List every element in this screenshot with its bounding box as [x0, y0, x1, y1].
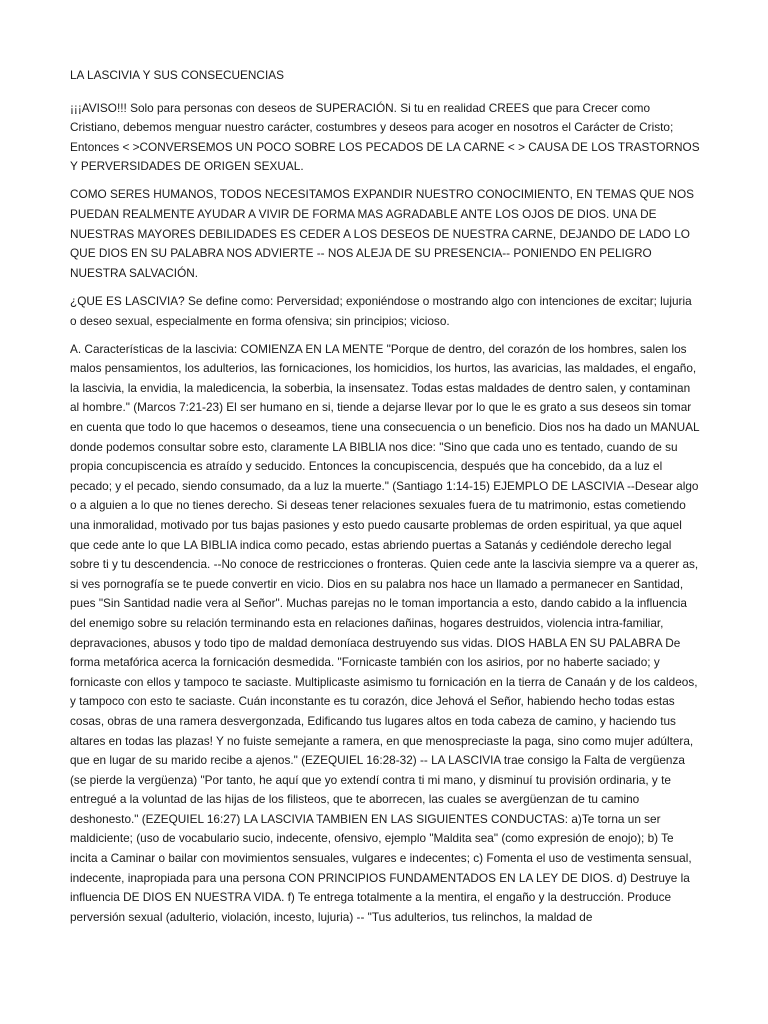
- warning-paragraph: ¡¡¡AVISO!!! Solo para personas con deseos de SUPERACIÓN. Si tu en realidad CREES que para Crecer como Cristiano, debemos menguar nuestro carácter, costumbres y deseos para acoger en nosotros el Carácter de Cristo; Entonces < >CONVERSEMOS UN POCO SOBRE LOS PECADOS DE LA CARNE < > CAUSA DE LOS TRASTORNOS Y PERVERSIDADES DE ORIGEN SEXUAL.: [70, 100, 700, 174]
- characteristics-paragraph: A. Características de la lascivia: COMIENZA EN LA MENTE "Porque de dentro, del corazón de los hombres, salen los malos pensamientos, los adulterios, las fornicaciones, los homicidios, los hurtos, las avaricias, las maldades, el engaño, la lascivia, la envidia, la maledicencia, la soberbia, la insensatez. Todas estas maldades de dentro salen, y contaminan al hombre." (Marcos 7:21-23) El ser humano en si, tiende a dejarse llevar por lo que le es grato a sus deseos sin tomar en cuenta que todo lo que hacemos o deseamos, tiene una consecuencia o un beneficio. Dios nos ha dado un MANUAL donde podemos consultar sobre esto, claramente LA BIBLIA nos dice: "Sino que cada uno es tentado, cuando de su propia concupiscencia es atraído y seducido. Entonces la concupiscencia, después que ha concebido, da a luz el pecado; y el pecado, siendo consumado, da a luz la muerte." (Santiago 1:14-15) EJEMPLO DE LASCIVIA --Desear algo o a alguien a lo que no tienes derecho. Si deseas tener relaciones sexuales fuera de tu matrimonio, estas cometiendo una inmoralidad, motivado por tus bajas pasiones y esto puedo causarte problemas de orden espiritual, ya que aquel que cede ante lo que LA BIBLIA indica como pecado, estas abriendo puertas a Satanás y cediéndole derecho legal sobre ti y tu descendencia. --No conoce de restricciones o fronteras. Quien cede ante la lascivia siempre va a querer as, si ves pornografía se te puede convertir en vicio. Dios en su palabra nos hace un llamado a permanecer en Santidad, pues "Sin Santidad nadie vera al Señor". Muchas parejas no le toman importancia a esto, dando cabido a la influencia del enemigo sobre su relación terminando esta en relaciones dañinas, hogares destruidos, violencia intra-familiar, depravaciones, abusos y todo tipo de maldad demoníaca destruyendo sus vidas. DIOS HABLA EN SU PALABRA De forma metafórica acerca la fornicación desmedida. "Fornicaste también con los asirios, por no haberte saciado; y fornicaste con ellos y tampoco te saciaste. Multiplicaste asimismo tu fornicación en la tierra de Canaán y de los caldeos, y tampoco con esto te saciaste. Cuán inconstante es tu corazón, dice Jehová el Señor, habiendo hecho todas estas cosas, obras de una ramera desvergonzada, Edificando tus lugares altos en toda cabeza de camino, y haciendo tus altares en todas las plazas! Y no fuiste semejante a ramera, en que menospreciaste la paga, sino como mujer adúltera, que en lugar de su marido recibe a ajenos." (EZEQUIEL 16:28-32) -- LA LASCIVIA trae consigo la Falta de vergüenza (se pierde la vergüenza) "Por tanto, he aquí que yo extendí contra ti mi mano, y disminuí tu provisión ordinaria, y te entregué a la voluntad de las hijas de los filisteos, que te aborrecen, las cuales se avergüenzan de tu camino deshonesto." (EZEQUIEL 16:27) LA LASCIVIA TAMBIEN EN LAS SIGUIENTES CONDUCTAS: a)Te torna un ser maldiciente; (uso de vocabulario sucio, indecente, ofensivo, ejemplo "Maldita sea" (como expresión de enojo); b) Te incita a Caminar o bailar con movimientos sensuales, vulgares e indecentes; c) Fomenta el uso de vestimenta sensual, indecente, inapropiada para una persona CON PRINCIPIOS FUNDAMENTADOS EN LA LEY DE DIOS. d) Destruye la influencia DE DIOS EN NUESTRA VIDA. f) Te entrega totalmente a la mentira, el engaño y la destrucción. Produce perversión sexual (adulterio, violación, incesto, lujuria) -- "Tus adulterios, tus relinchos, la maldad de: [70, 341, 700, 924]
- document-page: [70, 66, 700, 936]
- intro-paragraph: COMO SERES HUMANOS, TODOS NECESITAMOS EXPANDIR NUESTRO CONOCIMIENTO, EN TEMAS QUE NOS PUEDAN REALMENTE AYUDAR A VIVIR DE FORMA MAS AGRADABLE ANTE LOS OJOS DE DIOS. UNA DE NUESTRAS MAYORES DEBILIDADES ES CEDER A LOS DESEOS DE NUESTRA CARNE, DEJANDO DE LADO LO QUE DIOS EN SU PALABRA NOS ADVIERTE -- NOS ALEJA DE SU PRESENCIA-- PONIENDO EN PELIGRO NUESTRA SALVACIÓN.: [70, 187, 695, 280]
- document-title: LA LASCIVIA Y SUS CONSECUENCIAS: [70, 68, 284, 82]
- definition-paragraph: ¿QUE ES LASCIVIA? Se define como: Perversidad; exponiéndose o mostrando algo con intenciones de excitar; lujuria o deseo sexual, especialmente en forma ofensiva; sin principios; vicioso.: [70, 293, 692, 328]
